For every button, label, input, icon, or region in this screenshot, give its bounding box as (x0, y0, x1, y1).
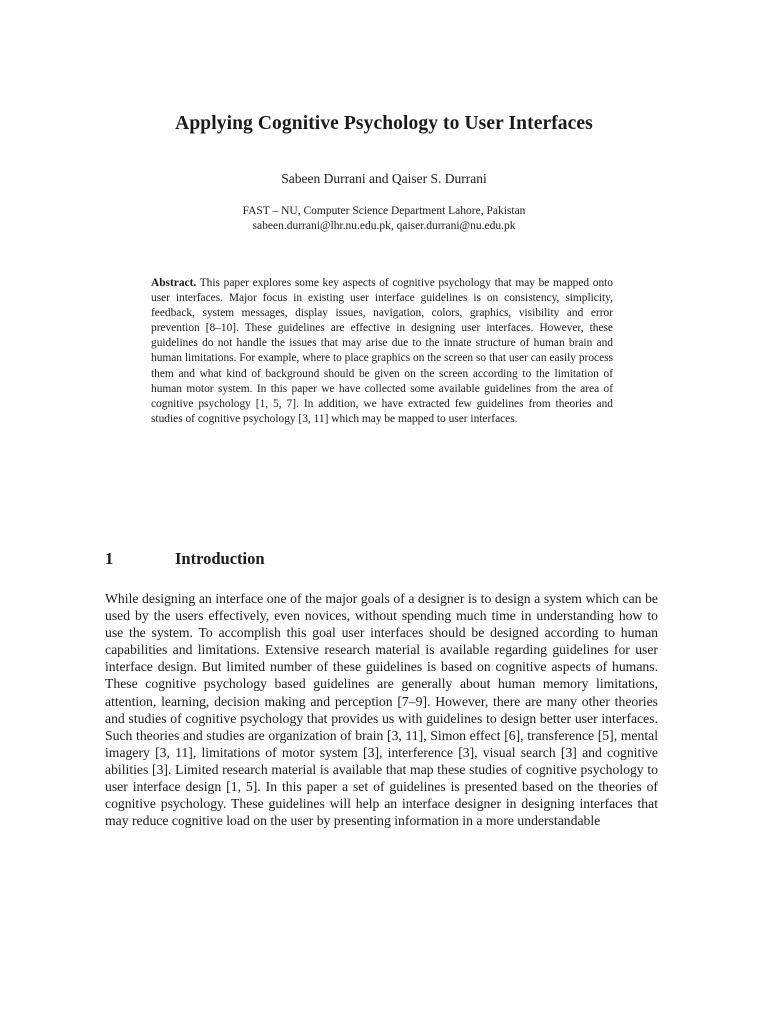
paper-title: Applying Cognitive Psychology to User Interfaces (175, 113, 593, 134)
section-number: 1 (105, 549, 114, 568)
introduction-paragraph: While designing an interface one of the major goals of a designer is to design a system which can be used by the users effectively, even novices, without spending much time in understanding how to use the system. To accomplish this goal user interfaces should be designed according to human capabilities and limitations. Extensive research material is available regarding guidelines for user interface design. But limited number of these guidelines is based on cognitive aspects of humans. These cognitive psychology based guidelines are generally about human memory limitations, attention, learning, decision making and perception [7–9]. However, there are many other theories and studies of cognitive psychology that provides us with guidelines to design better user interfaces. Such theories and studies are organization of brain [3, 11], Simon effect [6], transference [5], mental imagery [3, 11], limitations of motor system [3], interference [3], visual search [3] and cognitive abilities [3]. Limited research material is available that map these studies of cognitive psychology to user interface design [1, 5]. In this paper a set of guidelines is presented based on the theories of cognitive psychology. These guidelines will help an interface designer in designing interfaces that may reduce cognitive load on the user by presenting information in a more understandable (105, 591, 658, 829)
abstract-text: This paper explores some key aspects of cognitive psychology that may be mapped onto user interfaces. Major focus in existing user interface guidelines is on consistency, simplicity, feedback, system messages, display issues, navigation, colors, graphics, visibility and error prevention [8–10]. These guidelines are effective in designing user interfaces. However, these guidelines do not handle the issues that may arise due to the innate structure of human brain and human limitations. For example, where to place graphics on the screen so that user can easily process them and what kind of background should be given on the screen according to the limitation of human motor system. In this paper we have collected some available guidelines from the area of cognitive psychology [1, 5, 7]. In addition, we have extracted few guidelines from theories and studies of cognitive psychology [3, 11] which may be mapped to user interfaces. (151, 277, 613, 425)
section-heading (105, 549, 265, 569)
affiliation-line: FAST – NU, Computer Science Department Lahore, Pakistan (242, 205, 526, 217)
paper-authors: Sabeen Durrani and Qaiser S. Durrani (281, 171, 487, 186)
author-emails: sabeen.durrani@lhr.nu.edu.pk, qaiser.durrani@nu.edu.pk (252, 219, 516, 232)
section-title: Introduction (175, 549, 265, 568)
author-affiliation (0, 204, 768, 233)
abstract-label: Abstract. (151, 277, 197, 289)
abstract (151, 276, 613, 427)
